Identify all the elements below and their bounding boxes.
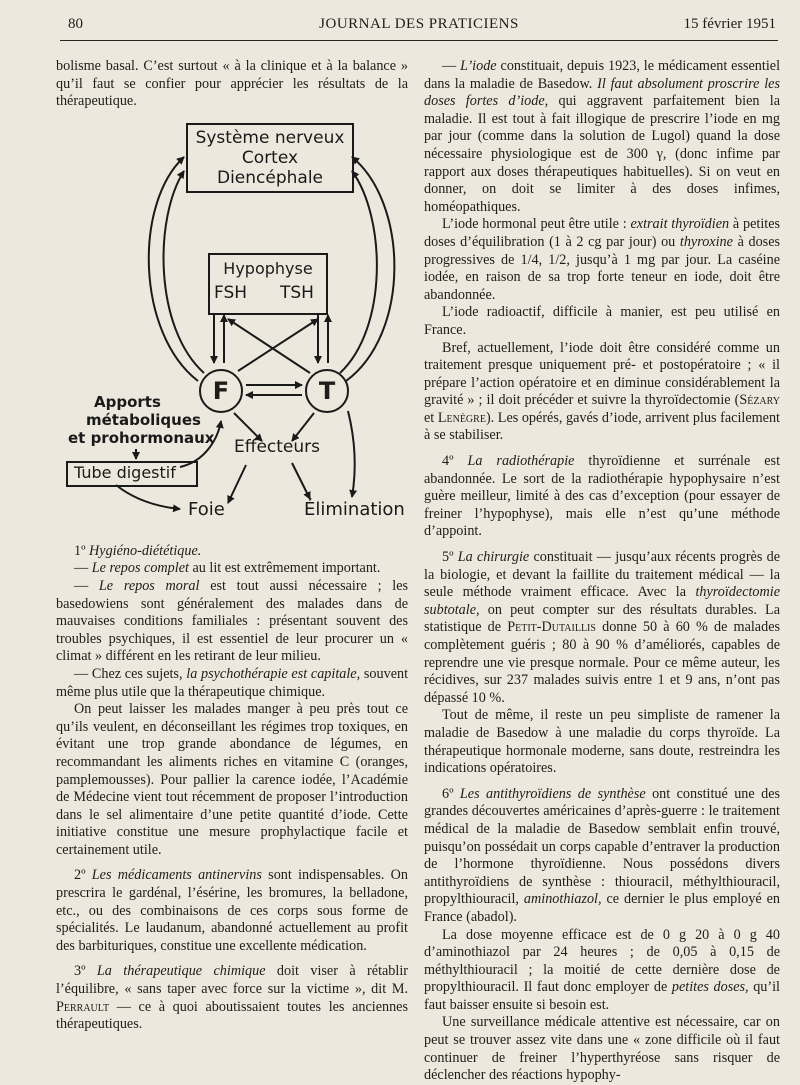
right-column xyxy=(424,58,780,1085)
tsh-label: TSH xyxy=(280,282,314,303)
section-3-paragraph: 3º La thérapeutique chimique doit viser à rétablir l’équilibre, « sans taper avec force sur la victime », dit M. Perrault — ce à quoi aboutissaient toutes les anciennes thérapeutiques. xyxy=(56,963,409,1033)
intro-paragraph: bolisme basal. C’est surtout « à la clinique et à la balance » qu’il faut se confier pour apprécier les résultats de la thérapeutique. xyxy=(56,58,408,110)
diencephale-label: Diencéphale xyxy=(216,167,324,188)
bref-paragraph: Bref, actuellement, l’iode doit être considéré comme un traitement presque uniquement pré- et postopératoire ; « il prépare l’action opératoire et en diminue considérablement la gravité » ; il doit précéder et suivre la thyroïdectomie (Sézary et Lenègre). Les opérés, gavés d’iode, arrivent plus facilement à se stabiliser. xyxy=(424,339,781,444)
arrow-tube-to-foie xyxy=(116,485,180,509)
effecteurs-label: Effecteurs xyxy=(234,436,321,457)
iode-paragraph: — L’iode constituait, depuis 1923, le médicament essentiel dans la maladie de Basedow. Il faut absolument proscrire les doses fortes d’iode, qui aggravent parfaitement bien la maladie. Il est tout à fait illogique de prescrire l’iode en mg par jour (comme dans la solution de Lugol) quand la dose nécessaire physiologique est de 300 γ, (donc infime par rapport aux doses thérapeutiques habituelles). Si on veut en donner, on doit se limiter à des doses infimes, homéopathiques. xyxy=(424,58,781,215)
arrow-f-to-tsh xyxy=(238,319,318,371)
journal-title: JOURNAL DES PRATICIENS xyxy=(319,16,519,32)
iode-radioactif-paragraph: L’iode radioactif, difficile à manier, est peu utilisé en France. xyxy=(424,304,780,338)
running-header xyxy=(60,14,778,41)
left-column xyxy=(56,58,408,1034)
arrow-t-to-fsh xyxy=(228,319,310,373)
thyroid-regulation-diagram xyxy=(56,123,408,535)
section-1-para-4: On peut laisser les malades manger à peu près tout ce qu’ils veulent, en déconseillant les régimes trop toxiques, en évitant une trop grande abondance de légumes, en recommandant les aliments riches en vitamine C (oranges, pamplemousses). Pour pallier la carence iodée, l’Académie de Médecine vient tout récemment de proposer l’introduction dans le sel alimentaire d’une petite quantité d’iode. Cette initiative constitue une mesure prophylactique facile et certainement utile. xyxy=(56,701,408,858)
section-6-para-3: Une surveillance médicale attentive est nécessaire, car on peut se trouver assez vite dans une « zone difficile où il faut continuer de freiner l’hyperthyréose sans risquer de déclencher des réactions hypophy- xyxy=(424,1014,780,1084)
elimination-label: Élimination xyxy=(304,498,405,520)
issue-date: 15 février 1951 xyxy=(683,16,776,32)
system-label: Système nerveux xyxy=(195,127,345,148)
arrow-effecteurs-to-foie xyxy=(228,465,246,503)
section-1-para-1: — Le repos complet au lit est extrêmement important. xyxy=(74,560,381,577)
hypophyse-box xyxy=(208,253,328,315)
section-2-paragraph: 2º Les médicaments antinervins sont indispensables. On prescrira le gardénal, l’ésérine, les bromures, la belladone, etc., ou des combinaisons de ces corps sous forme de spécialités. Le laudanum, abandonné actuellement au profit des barbituriques, constitue une excellente médication. xyxy=(56,867,408,954)
f-circle: F xyxy=(199,369,243,413)
t-circle: T xyxy=(305,369,349,413)
foie-label: Foie xyxy=(188,498,225,520)
tube-label: Tube digestif xyxy=(74,462,176,482)
system-nerveux-box xyxy=(186,123,354,193)
arrow-t-to-elimination xyxy=(348,411,355,497)
section-1-para-3: — Chez ces sujets, la psychothérapie est capitale, souvent même plus utile que la thérapeutique chimique. xyxy=(56,665,409,700)
arrow-effecteurs-to-elimination xyxy=(292,463,310,499)
section-5-para-2: Tout de même, il reste un peu simpliste de ramener la maladie de Basedow à une maladie du corps thyroïde. La thérapeutique hormonale moderne, sans doute, restreindra les indications opératoires. xyxy=(424,707,780,777)
fsh-label: FSH xyxy=(214,282,248,303)
section-1-heading: 1º Hygiéno-diététique. xyxy=(74,542,202,559)
tube-digestif-box xyxy=(66,461,198,487)
arc-t-to-system-inner xyxy=(340,171,377,373)
section-6-paragraph: 6º Les antithyroïdiens de synthèse ont constitué une des grandes découvertes américaines d’après-guerre : le traitement médical de la maladie de Basedow semblait enfin trouvé, puisqu’on possédait un corps capable d’entraver la production de l’hormone thyroïdienne. Nous possédons divers antithyroïdiens de synthèse : thiouracil, méthylthiouracil, propylthiouracil, aminothiazol, ce dernier le plus employé en France (abadol). xyxy=(424,785,781,925)
hypophyse-label: Hypophyse xyxy=(223,258,313,278)
page-number: 80 xyxy=(68,16,83,32)
arc-f-to-system-inner xyxy=(164,171,204,373)
iode-hormonal-paragraph: L’iode hormonal peut être utile : extrait thyroïdien à petites doses d’équilibration (1 à 2 cg par jour) ou thyroxine à doses progressives de 1/4, 1/2, jusqu’à 1 mg par jour. La caséine iodée, en raison de sa trop forte teneur en iode, doit être abandonnée. xyxy=(424,216,781,303)
section-6-para-2: La dose moyenne efficace est de 0 g 20 à 0 g 40 d’aminothiazol par 24 heures ; de 0,05 à 0,15 de méthylthiouracil ; la moitié de cette dernière dose de propylthiouracil. Il faut donc employer de petites doses, qu’il faut baisser ensuite si besoin est. xyxy=(424,926,780,1013)
cortex-label: Cortex xyxy=(241,147,299,168)
apports-label: Apports métaboliques et prohormonaux xyxy=(68,392,215,447)
section-4-paragraph: 4º La radiothérapie thyroïdienne et surrénale est abandonnée. Le sort de la radiothérapie hypophysaire n’est guère meilleur, limité à des cas d’exception (pour essayer de freiner l’hypophyse), mais elle n’est qu’une méthode d’appoint. xyxy=(424,453,781,540)
section-1-para-2: — Le repos moral est tout aussi nécessaire ; les basedowiens sont généralement des malades dans de mauvaises conditions familiales : présentant souvent des troubles psychiques, il est essentiel de leur procurer un « climat » différent en les retirant de leur milieu. xyxy=(56,577,409,665)
section-5-paragraph: 5º La chirurgie constituait — jusqu’aux récents progrès de la biologie, et devant la faillite du traitement médical — la seule méthode vraiment efficace. Avec la thyroïdectomie subtotale, on peut compter sur des résultats durables. La statistique de Petit-Dutaillis donne 50 à 60 % de malades complètement guéris ; 80 à 90 % d’améliorés, capables de reprendre une vie presque normale. Pour ce même auteur, les récidives, sur 237 malades suivis entre 1 et 9 ans, n’ont pas dépassé 10 %. xyxy=(424,549,781,706)
